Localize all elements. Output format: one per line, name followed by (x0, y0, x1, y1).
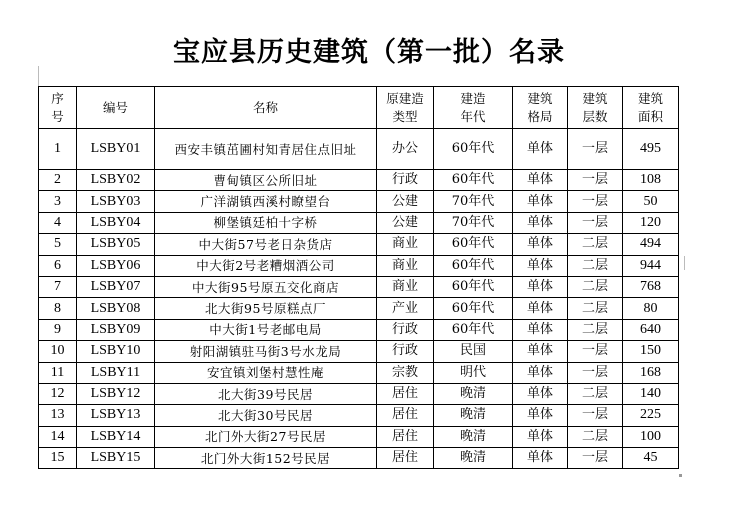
header-era: 建造 年代 (434, 87, 513, 129)
cell-no: 10 (39, 341, 77, 362)
cell-code: LSBY14 (77, 426, 155, 447)
cell-original-type: 公建 (377, 212, 434, 233)
table-row (39, 362, 679, 383)
cell-code: LSBY13 (77, 405, 155, 426)
cell-no: 7 (39, 276, 77, 297)
cell-name: 射阳湖镇驻马街3号水龙局 (155, 341, 377, 362)
cell-original-type: 居住 (377, 448, 434, 469)
cell-code: LSBY02 (77, 170, 155, 191)
cell-no: 15 (39, 448, 77, 469)
cell-code: LSBY09 (77, 319, 155, 340)
cell-layout: 单体 (513, 234, 568, 255)
table-row (39, 191, 679, 212)
cell-no: 2 (39, 170, 77, 191)
cell-area: 108 (623, 170, 679, 191)
cell-layout: 单体 (513, 255, 568, 276)
cell-era: 60年代 (434, 234, 513, 255)
cell-original-type: 行政 (377, 341, 434, 362)
table-row (39, 448, 679, 469)
cell-code: LSBY06 (77, 255, 155, 276)
cell-floors: 一层 (568, 362, 623, 383)
cell-name: 安宜镇刘堡村慧性庵 (155, 362, 377, 383)
cell-original-type: 商业 (377, 276, 434, 297)
cell-layout: 单体 (513, 298, 568, 319)
cell-layout: 单体 (513, 448, 568, 469)
cell-floors: 一层 (568, 405, 623, 426)
cell-era: 70年代 (434, 191, 513, 212)
cell-name: 北门外大街27号民居 (155, 426, 377, 447)
header-layout: 建筑 格局 (513, 87, 568, 129)
table-row (39, 170, 679, 191)
cell-era: 晚清 (434, 448, 513, 469)
table-row (39, 405, 679, 426)
cell-layout: 单体 (513, 129, 568, 170)
cell-floors: 一层 (568, 191, 623, 212)
header-floors: 建筑 层数 (568, 87, 623, 129)
cell-layout: 单体 (513, 319, 568, 340)
cell-code: LSBY05 (77, 234, 155, 255)
cell-no: 8 (39, 298, 77, 319)
cell-original-type: 商业 (377, 255, 434, 276)
cell-layout: 单体 (513, 341, 568, 362)
table-row (39, 255, 679, 276)
cell-original-type: 行政 (377, 170, 434, 191)
cell-floors: 一层 (568, 212, 623, 233)
table-row (39, 341, 679, 362)
cell-code: LSBY15 (77, 448, 155, 469)
header-name: 名称 (155, 87, 377, 129)
table-row (39, 276, 679, 297)
cell-floors: 一层 (568, 448, 623, 469)
cell-code: LSBY03 (77, 191, 155, 212)
cell-floors: 一层 (568, 170, 623, 191)
cell-code: LSBY08 (77, 298, 155, 319)
cell-no: 12 (39, 383, 77, 404)
header-no: 序 号 (39, 87, 77, 129)
cell-name: 北门外大街152号民居 (155, 448, 377, 469)
cell-no: 14 (39, 426, 77, 447)
cell-code: LSBY10 (77, 341, 155, 362)
cell-layout: 单体 (513, 170, 568, 191)
cell-floors: 一层 (568, 341, 623, 362)
cell-original-type: 居住 (377, 426, 434, 447)
page-edge-mark (38, 66, 39, 86)
cell-original-type: 商业 (377, 234, 434, 255)
cell-no: 5 (39, 234, 77, 255)
cell-layout: 单体 (513, 212, 568, 233)
cell-name: 中大街95号原五交化商店 (155, 276, 377, 297)
cell-name: 柳堡镇廷柏十字桥 (155, 212, 377, 233)
cell-floors: 二层 (568, 298, 623, 319)
cell-name: 中大街57号老日杂货店 (155, 234, 377, 255)
cell-name: 广洋湖镇西溪村瞭望台 (155, 191, 377, 212)
cell-floors: 二层 (568, 255, 623, 276)
cell-floors: 二层 (568, 319, 623, 340)
historic-buildings-table (38, 86, 679, 469)
cell-area: 80 (623, 298, 679, 319)
cell-name: 中大街1号老邮电局 (155, 319, 377, 340)
page-corner-mark (679, 474, 682, 477)
cell-floors: 二层 (568, 276, 623, 297)
cell-code: LSBY04 (77, 212, 155, 233)
cell-original-type: 办公 (377, 129, 434, 170)
cell-no: 4 (39, 212, 77, 233)
cell-area: 140 (623, 383, 679, 404)
cell-area: 45 (623, 448, 679, 469)
cell-era: 70年代 (434, 212, 513, 233)
cell-era: 晚清 (434, 426, 513, 447)
cell-layout: 单体 (513, 362, 568, 383)
table-row (39, 212, 679, 233)
cell-area: 640 (623, 319, 679, 340)
table-row (39, 234, 679, 255)
cell-layout: 单体 (513, 383, 568, 404)
cell-name: 中大街2号老糟烟酒公司 (155, 255, 377, 276)
cell-name: 西安丰镇茁圃村知青居住点旧址 (155, 129, 377, 170)
cell-original-type: 居住 (377, 383, 434, 404)
cell-area: 120 (623, 212, 679, 233)
cell-area: 768 (623, 276, 679, 297)
cell-area: 495 (623, 129, 679, 170)
cell-no: 3 (39, 191, 77, 212)
cell-code: LSBY07 (77, 276, 155, 297)
cell-area: 168 (623, 362, 679, 383)
cell-no: 9 (39, 319, 77, 340)
cell-floors: 二层 (568, 426, 623, 447)
cell-original-type: 公建 (377, 191, 434, 212)
cell-original-type: 宗教 (377, 362, 434, 383)
table-row (39, 298, 679, 319)
cell-era: 晚清 (434, 405, 513, 426)
header-code: 编号 (77, 87, 155, 129)
cell-era: 明代 (434, 362, 513, 383)
cell-area: 944 (623, 255, 679, 276)
cell-era: 晚清 (434, 383, 513, 404)
header-area: 建筑 面积 (623, 87, 679, 129)
cell-layout: 单体 (513, 276, 568, 297)
cell-era: 民国 (434, 341, 513, 362)
cell-era: 60年代 (434, 170, 513, 191)
cell-layout: 单体 (513, 426, 568, 447)
table-header-row (39, 87, 679, 129)
cell-name: 北大街39号民居 (155, 383, 377, 404)
cell-area: 225 (623, 405, 679, 426)
table-row (39, 319, 679, 340)
cell-no: 13 (39, 405, 77, 426)
cell-no: 1 (39, 129, 77, 170)
page-edge-mark (684, 256, 685, 270)
cell-original-type: 产业 (377, 298, 434, 319)
cell-no: 6 (39, 255, 77, 276)
cell-name: 北大街30号民居 (155, 405, 377, 426)
table-row (39, 129, 679, 170)
table-row (39, 383, 679, 404)
cell-era: 60年代 (434, 255, 513, 276)
cell-era: 60年代 (434, 298, 513, 319)
cell-code: LSBY11 (77, 362, 155, 383)
cell-era: 60年代 (434, 276, 513, 297)
cell-area: 150 (623, 341, 679, 362)
cell-name: 北大街95号原糕点厂 (155, 298, 377, 319)
document-title: 宝应县历史建筑（第一批）名录 (173, 37, 565, 68)
cell-area: 50 (623, 191, 679, 212)
cell-code: LSBY12 (77, 383, 155, 404)
cell-floors: 一层 (568, 129, 623, 170)
header-original-type: 原建造 类型 (377, 87, 434, 129)
table-row (39, 426, 679, 447)
cell-floors: 二层 (568, 383, 623, 404)
table-body (39, 129, 679, 469)
cell-original-type: 居住 (377, 405, 434, 426)
cell-floors: 二层 (568, 234, 623, 255)
cell-era: 60年代 (434, 319, 513, 340)
cell-era: 60年代 (434, 129, 513, 170)
cell-area: 100 (623, 426, 679, 447)
cell-original-type: 行政 (377, 319, 434, 340)
cell-area: 494 (623, 234, 679, 255)
cell-layout: 单体 (513, 405, 568, 426)
cell-code: LSBY01 (77, 129, 155, 170)
cell-no: 11 (39, 362, 77, 383)
cell-name: 曹甸镇区公所旧址 (155, 170, 377, 191)
cell-layout: 单体 (513, 191, 568, 212)
